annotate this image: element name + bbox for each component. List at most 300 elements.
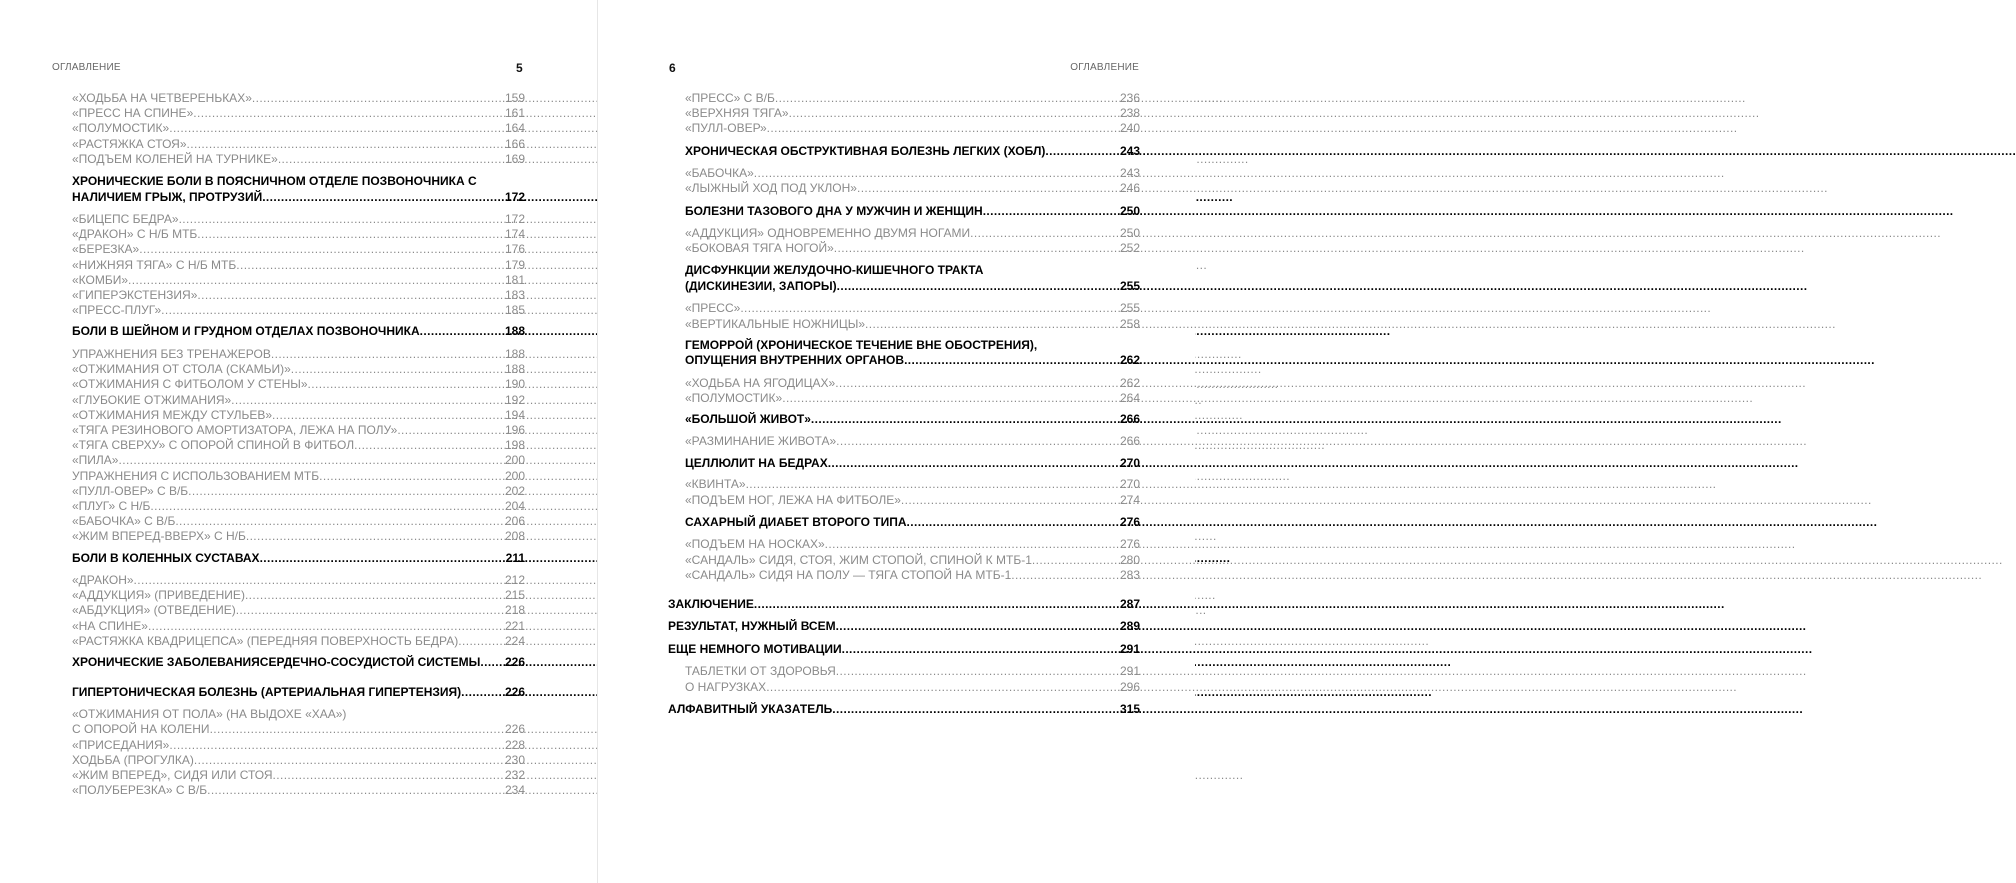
toc-entry-title: АЛФАВИТНЫЙ УКАЗАТЕЛЬ bbox=[668, 701, 833, 716]
toc-dot-leader bbox=[461, 685, 504, 701]
toc-entry-title: «ОТЖИМАНИЯ МЕЖДУ СТУЛЬЕВ» bbox=[72, 407, 273, 422]
toc-section bbox=[668, 537, 1140, 583]
toc-chapter-entry[interactable] bbox=[668, 204, 1140, 220]
toc-entry-page: 211 bbox=[505, 550, 525, 565]
toc-entry-page: 262 bbox=[1119, 353, 1140, 368]
toc-dot-leader bbox=[207, 783, 504, 798]
toc-entry-title: «ПОЛУМОСТИК» bbox=[72, 121, 170, 136]
toc-section bbox=[668, 597, 1140, 613]
toc-entry-title: ЕЩЕ НЕМНОГО МОТИВАЦИИ bbox=[668, 641, 842, 656]
toc-entry-title: «ХОДЬБА НА ЧЕТВЕРЕНЬКАХ» bbox=[72, 91, 252, 105]
toc-entry-title: «ПОЛУМОСТИК» bbox=[685, 391, 783, 406]
toc-subentry[interactable] bbox=[668, 537, 1140, 552]
toc-entry-title: «ПИЛА» bbox=[72, 453, 119, 468]
toc-subentry[interactable] bbox=[72, 722, 525, 737]
toc-entry-page: 296 bbox=[1119, 679, 1140, 694]
toc-dot-leader bbox=[245, 588, 504, 603]
toc-entry-page: 276 bbox=[1119, 537, 1140, 552]
toc-section bbox=[668, 412, 1140, 428]
toc-entry-title: «АБДУКЦИЯ» (ОТВЕДЕНИЕ) bbox=[72, 603, 236, 618]
toc-entry-title: «РАСТЯЖКА КВАДРИЦЕПСА» (ПЕРЕДНЯЯ ПОВЕРХНОСТЬ БЕДРА) bbox=[72, 633, 459, 648]
toc-subentry[interactable] bbox=[72, 242, 525, 257]
toc-dot-leader bbox=[420, 324, 504, 340]
toc-subentry[interactable] bbox=[668, 106, 1140, 121]
toc-entry-title: «БАБОЧКА» С В/Б bbox=[72, 514, 176, 529]
toc-dot-leader bbox=[754, 597, 1119, 613]
toc-entry-page: 202 bbox=[504, 483, 525, 498]
toc-entry-title: «ДРАКОН» bbox=[72, 573, 134, 588]
toc-section bbox=[668, 434, 1140, 449]
toc-subentry[interactable] bbox=[72, 258, 525, 273]
toc-dot-leader bbox=[754, 166, 1119, 181]
toc-list-right bbox=[668, 91, 1140, 717]
toc-chapter-entry[interactable] bbox=[668, 144, 1140, 160]
toc-entry-title: «ПОДЪЕМ НА НОСКАХ» bbox=[685, 537, 825, 552]
toc-entry-title: «ТЯГА СВЕРХУ» С ОПОРОЙ СПИНОЙ В ФИТБОЛ bbox=[72, 438, 355, 453]
toc-chapter-entry[interactable] bbox=[668, 263, 1140, 279]
toc-section bbox=[668, 664, 1140, 694]
toc-subentry[interactable] bbox=[668, 664, 1140, 679]
toc-section bbox=[72, 324, 525, 340]
toc-entry-page: 176 bbox=[504, 242, 525, 257]
toc-entry-title: «РАСТЯЖКА СТОЯ» bbox=[72, 136, 187, 151]
toc-dot-leader bbox=[179, 212, 504, 227]
toc-entry-title: ХРОНИЧЕСКАЯ ОБСТРУКТИВНАЯ БОЛЕЗНЬ ЛЕГКИХ (ХОБЛ) bbox=[685, 143, 1046, 158]
toc-entry-title: «НИЖНЯЯ ТЯГА» С Н/Б МТБ bbox=[72, 257, 237, 272]
toc-subentry[interactable] bbox=[72, 212, 525, 227]
toc-entry-title: ХРОНИЧЕСКИЕ ЗАБОЛЕВАНИЯСЕРДЕЧНО-СОСУДИСТОЙ СИСТЕМЫ bbox=[72, 655, 481, 670]
toc-subentry[interactable] bbox=[668, 391, 1140, 406]
toc-subentry[interactable] bbox=[72, 137, 525, 152]
toc-section bbox=[72, 685, 525, 701]
toc-subentry[interactable] bbox=[668, 680, 1140, 695]
toc-entry-title: «ДРАКОН» С Н/Б МТБ bbox=[72, 227, 198, 242]
toc-dot-leader bbox=[197, 288, 504, 303]
toc-entry-page: 315 bbox=[1119, 701, 1140, 716]
toc-dot-leader bbox=[832, 702, 1119, 718]
toc-entry-title: «КВИНТА» bbox=[685, 477, 746, 492]
toc-entry-page: 226 bbox=[504, 722, 525, 737]
toc-dot-leader bbox=[907, 515, 1119, 531]
toc-dot-leader bbox=[236, 258, 504, 273]
toc-entry-title: ОПУЩЕНИЯ ВНУТРЕННИХ ОРГАНОВ bbox=[685, 353, 905, 368]
toc-subentry[interactable] bbox=[72, 91, 525, 106]
toc-entry-page: 250 bbox=[1119, 226, 1140, 241]
toc-entry-page: 255 bbox=[1119, 301, 1140, 316]
toc-dot-leader bbox=[194, 753, 504, 768]
toc-entry-title: БОЛИ В ШЕЙНОМ И ГРУДНОМ ОТДЕЛАХ ПОЗВОНОЧНИКА bbox=[72, 324, 420, 339]
toc-dot-leader bbox=[118, 453, 503, 468]
toc-entry-title: С ОПОРОЙ НА КОЛЕНИ bbox=[72, 722, 210, 737]
toc-entry-page: 174 bbox=[504, 227, 525, 242]
toc-entry-page: 208 bbox=[504, 529, 525, 544]
toc-subentry[interactable] bbox=[668, 226, 1140, 241]
toc-chapter-entry[interactable] bbox=[668, 353, 1140, 369]
toc-entry-title: «АДДУКЦИЯ» ОДНОВРЕМЕННО ДВУМЯ НОГАМИ bbox=[685, 226, 971, 241]
toc-entry-title: БОЛИ В КОЛЕННЫХ СУСТАВАХ bbox=[72, 550, 260, 565]
toc-chapter-entry[interactable] bbox=[72, 551, 525, 567]
running-head-right: ОГЛАВЛЕНИЕ bbox=[1070, 62, 1139, 73]
toc-entry-title: «РАЗМИНАНИЕ ЖИВОТА» bbox=[685, 433, 837, 448]
toc-section bbox=[72, 347, 525, 545]
page-number-right: 6 bbox=[669, 61, 676, 75]
toc-dot-leader bbox=[291, 362, 504, 377]
toc-entry-page: 172 bbox=[504, 189, 525, 204]
toc-chapter-entry[interactable] bbox=[72, 174, 525, 190]
toc-section bbox=[668, 376, 1140, 406]
toc-dot-leader bbox=[825, 537, 1119, 552]
toc-section bbox=[72, 174, 525, 205]
toc-entry-title: УПРАЖНЕНИЯ БЕЗ ТРЕНАЖЕРОВ bbox=[72, 346, 271, 361]
toc-entry-page: 274 bbox=[1119, 492, 1140, 507]
toc-entry-page: 169 bbox=[504, 151, 525, 166]
toc-entry-title: «ПРЕСС» С В/Б bbox=[685, 91, 775, 105]
toc-chapter-entry[interactable] bbox=[668, 642, 1140, 658]
toc-dot-leader bbox=[835, 376, 1119, 391]
toc-subentry[interactable] bbox=[72, 347, 525, 362]
toc-entry-page: 262 bbox=[1119, 375, 1140, 390]
toc-subentry[interactable] bbox=[668, 241, 1140, 256]
toc-subentry[interactable] bbox=[72, 423, 525, 438]
toc-section bbox=[668, 301, 1140, 331]
toc-entry-page: 196 bbox=[504, 422, 525, 437]
toc-dot-leader bbox=[161, 303, 504, 318]
toc-entry-page: 204 bbox=[504, 498, 525, 513]
toc-chapter-entry[interactable] bbox=[668, 412, 1140, 428]
toc-entry-page: 226 bbox=[504, 684, 525, 699]
toc-dot-leader bbox=[139, 242, 504, 257]
toc-dot-leader bbox=[904, 353, 1119, 369]
toc-subentry[interactable] bbox=[668, 376, 1140, 391]
toc-subentry[interactable] bbox=[72, 738, 525, 753]
toc-dot-leader bbox=[231, 393, 504, 408]
toc-subentry[interactable] bbox=[72, 106, 525, 121]
toc-entry-title: «ВЕРХНЯЯ ТЯГА» bbox=[685, 106, 789, 121]
toc-chapter-entry[interactable] bbox=[72, 685, 525, 701]
toc-dot-leader bbox=[834, 241, 1119, 256]
toc-section bbox=[668, 204, 1140, 220]
toc-dot-leader bbox=[169, 121, 504, 136]
toc-dot-leader bbox=[970, 226, 1119, 241]
toc-entry-page: 192 bbox=[504, 392, 525, 407]
toc-entry-title: «ГИПЕРЭКСТЕНЗИЯ» bbox=[72, 288, 198, 303]
toc-dot-leader bbox=[458, 634, 504, 649]
toc-subentry[interactable] bbox=[668, 166, 1140, 181]
toc-entry-page: 159 bbox=[504, 91, 525, 105]
toc-dot-leader bbox=[811, 412, 1119, 428]
toc-subentry[interactable] bbox=[72, 121, 525, 136]
toc-entry-page: 212 bbox=[504, 573, 525, 588]
toc-entry-page: 255 bbox=[1119, 278, 1140, 293]
toc-entry-title: «ПРЕСС-ПЛУГ» bbox=[72, 303, 162, 318]
toc-entry-title: «ТЯГА РЕЗИНОВОГО АМОРТИЗАТОРА, ЛЕЖА НА ПОЛУ» bbox=[72, 422, 398, 437]
toc-subentry[interactable] bbox=[668, 477, 1140, 492]
toc-entry-page: 228 bbox=[504, 737, 525, 752]
toc-subentry[interactable] bbox=[72, 377, 525, 392]
toc-section bbox=[72, 551, 525, 567]
toc-dot-leader bbox=[775, 91, 1119, 106]
toc-section bbox=[668, 456, 1140, 472]
toc-dot-leader bbox=[271, 347, 504, 362]
toc-chapter-entry[interactable] bbox=[668, 702, 1140, 718]
toc-entry-page: 161 bbox=[504, 106, 525, 121]
toc-entry-title: «ПУЛЛ-ОВЕР» С В/Б bbox=[72, 483, 189, 498]
toc-entry-page: 226 bbox=[504, 655, 525, 670]
toc-entry-title: «ЖИМ ВПЕРЕД-ВВЕРХ» С Н/Б bbox=[72, 529, 246, 544]
toc-entry-title: ХОДЬБА (ПРОГУЛКА) bbox=[72, 752, 194, 767]
toc-entry-page: 264 bbox=[1119, 391, 1140, 406]
toc-dot-leader bbox=[1045, 144, 1119, 160]
toc-entry-title: НАЛИЧИЕМ ГРЫЖ, ПРОТРУЗИЙ bbox=[72, 189, 263, 204]
toc-entry-page: 234 bbox=[504, 783, 525, 798]
toc-dot-leader bbox=[901, 493, 1119, 508]
toc-subentry[interactable] bbox=[72, 393, 525, 408]
toc-subentry[interactable] bbox=[72, 588, 525, 603]
toc-chapter-entry[interactable] bbox=[72, 655, 525, 671]
left-page bbox=[0, 0, 597, 883]
toc-dot-leader bbox=[837, 279, 1119, 295]
toc-dot-leader bbox=[150, 499, 504, 514]
toc-dot-leader bbox=[836, 619, 1119, 635]
toc-subentry[interactable] bbox=[72, 469, 525, 484]
toc-entry-page: 287 bbox=[1119, 596, 1140, 611]
toc-entry-page: 236 bbox=[1119, 91, 1140, 105]
toc-subentry[interactable] bbox=[668, 493, 1140, 508]
toc-subentry[interactable] bbox=[72, 603, 525, 618]
toc-dot-leader bbox=[236, 603, 504, 618]
toc-subentry[interactable] bbox=[72, 619, 525, 634]
toc-subentry[interactable] bbox=[72, 499, 525, 514]
toc-subentry[interactable] bbox=[72, 484, 525, 499]
toc-chapter-entry[interactable] bbox=[668, 597, 1140, 613]
toc-entry-title: «БЕРЕЗКА» bbox=[72, 242, 140, 257]
toc-entry-title: «ПРЕСС» bbox=[685, 301, 741, 316]
toc-chapter-entry[interactable] bbox=[668, 456, 1140, 472]
running-head-left: ОГЛАВЛЕНИЕ bbox=[52, 62, 121, 73]
toc-entry-page: 252 bbox=[1119, 241, 1140, 256]
toc-entry-page: 276 bbox=[1119, 514, 1140, 529]
toc-dot-leader bbox=[272, 408, 504, 423]
toc-entry-page: 172 bbox=[504, 212, 525, 227]
toc-subentry[interactable] bbox=[668, 181, 1140, 196]
toc-entry-page: 283 bbox=[1119, 567, 1140, 582]
toc-dot-leader bbox=[134, 573, 504, 588]
toc-chapter-entry[interactable] bbox=[72, 324, 525, 340]
toc-section bbox=[668, 226, 1140, 256]
toc-entry-title: «САНДАЛЬ» СИДЯ НА ПОЛУ — ТЯГА СТОПОЙ НА МТБ-1 bbox=[685, 567, 1012, 582]
toc-dot-leader bbox=[836, 664, 1119, 679]
toc-entry-page: 181 bbox=[504, 272, 525, 287]
toc-dot-leader bbox=[273, 768, 504, 783]
toc-dot-leader bbox=[193, 106, 504, 121]
toc-subentry[interactable] bbox=[72, 634, 525, 649]
toc-dot-leader bbox=[857, 181, 1119, 196]
toc-entry-title: «АДДУКЦИЯ» (ПРИВЕДЕНИЕ) bbox=[72, 588, 245, 603]
toc-section bbox=[668, 91, 1140, 137]
toc-entry-page: 224 bbox=[504, 633, 525, 648]
toc-dot-leader bbox=[767, 121, 1119, 136]
toc-entry-title: «ЛЫЖНЫЙ ХОД ПОД УКЛОН» bbox=[685, 181, 857, 196]
toc-entry-title: «НА СПИНЕ» bbox=[72, 618, 148, 633]
toc-entry-title: ЗАКЛЮЧЕНИЕ bbox=[668, 596, 754, 611]
toc-entry-title: «БАБОЧКА» bbox=[685, 166, 754, 181]
toc-section bbox=[668, 642, 1140, 658]
toc-entry-title: О НАГРУЗКАХ bbox=[685, 679, 767, 694]
right-page bbox=[598, 0, 1195, 883]
toc-subentry[interactable] bbox=[72, 362, 525, 377]
toc-subentry[interactable] bbox=[72, 303, 525, 318]
toc-entry-page: 240 bbox=[1119, 121, 1140, 136]
toc-entry-page: 246 bbox=[1119, 181, 1140, 196]
toc-subentry[interactable] bbox=[72, 768, 525, 783]
toc-entry-page: 289 bbox=[1119, 619, 1140, 634]
toc-subentry[interactable] bbox=[72, 453, 525, 468]
toc-entry-title: РЕЗУЛЬТАТ, НУЖНЫЙ ВСЕМ bbox=[668, 619, 836, 634]
toc-entry-page: 243 bbox=[1119, 143, 1140, 158]
toc-section bbox=[668, 144, 1140, 160]
toc-dot-leader bbox=[175, 514, 504, 529]
toc-entry-page: 266 bbox=[1119, 433, 1140, 448]
toc-dot-leader bbox=[766, 680, 1119, 695]
toc-subentry[interactable] bbox=[668, 317, 1140, 332]
toc-entry-title: ЦЕЛЛЮЛИТ НА БЕДРАХ bbox=[685, 455, 828, 470]
toc-entry-page: 215 bbox=[504, 588, 525, 603]
toc-dot-leader bbox=[278, 152, 504, 167]
toc-entry-title: «ПОДЪЕМ КОЛЕНЕЙ НА ТУРНИКЕ» bbox=[72, 151, 278, 166]
toc-chapter-entry[interactable] bbox=[668, 279, 1140, 295]
toc-section bbox=[668, 338, 1140, 369]
toc-entry-title: ХРОНИЧЕСКИЕ БОЛИ В ПОЯСНИЧНОМ ОТДЕЛЕ ПОЗВОНОЧНИКА С bbox=[72, 174, 477, 189]
toc-dot-leader bbox=[397, 423, 504, 438]
toc-entry-page: 179 bbox=[504, 257, 525, 272]
toc-subentry[interactable] bbox=[668, 434, 1140, 449]
toc-entry-title: ДИСФУНКЦИИ ЖЕЛУДОЧНО-КИШЕЧНОГО ТРАКТА bbox=[685, 263, 984, 278]
page-number-left: 5 bbox=[516, 61, 523, 75]
toc-dot-leader bbox=[148, 619, 504, 634]
toc-subentry[interactable] bbox=[72, 529, 525, 544]
toc-entry-title: ТАБЛЕТКИ ОТ ЗДОРОВЬЯ bbox=[685, 664, 836, 679]
toc-entry-page: 291 bbox=[1119, 641, 1140, 656]
toc-entry-title: «ОТЖИМАНИЯ ОТ ПОЛА» (НА ВЫДОХЕ «ХАА») bbox=[72, 707, 347, 722]
toc-entry-title: «САНДАЛЬ» СИДЯ, СТОЯ, ЖИМ СТОПОЙ, СПИНОЙ К МТБ-1 bbox=[685, 552, 1032, 567]
toc-entry-title: САХАРНЫЙ ДИАБЕТ ВТОРОГО ТИПА bbox=[685, 514, 907, 529]
toc-subentry[interactable] bbox=[668, 121, 1140, 136]
toc-chapter-entry[interactable] bbox=[72, 190, 525, 206]
toc-dot-leader bbox=[210, 722, 504, 737]
toc-dot-leader bbox=[1011, 568, 1119, 583]
toc-entry-title: «ЖИМ ВПЕРЕД», СИДЯ ИЛИ СТОЯ bbox=[72, 767, 273, 782]
toc-dot-leader bbox=[836, 434, 1119, 449]
toc-subentry[interactable] bbox=[72, 273, 525, 288]
toc-dot-leader bbox=[865, 317, 1119, 332]
toc-dot-leader bbox=[308, 377, 504, 392]
toc-entry-page: 183 bbox=[504, 288, 525, 303]
toc-subentry[interactable] bbox=[72, 783, 525, 798]
toc-subentry[interactable] bbox=[72, 707, 525, 722]
toc-entry-title: ГЕМОРРОЙ (ХРОНИЧЕСКОЕ ТЕЧЕНИЕ ВНЕ ОБОСТРЕНИЯ), bbox=[685, 337, 1038, 352]
toc-dot-leader bbox=[252, 91, 504, 106]
toc-entry-page: 266 bbox=[1119, 412, 1140, 427]
toc-subentry[interactable] bbox=[72, 573, 525, 588]
toc-dot-leader bbox=[128, 273, 504, 288]
toc-subentry[interactable] bbox=[668, 568, 1140, 583]
toc-dot-leader bbox=[1032, 553, 1119, 568]
toc-entry-page: 232 bbox=[504, 767, 525, 782]
toc-subentry[interactable] bbox=[72, 152, 525, 167]
toc-entry-title: «ГЛУБОКИЕ ОТЖИМАНИЯ» bbox=[72, 392, 232, 407]
toc-subentry[interactable] bbox=[72, 227, 525, 242]
toc-section bbox=[72, 655, 525, 671]
toc-subentry[interactable] bbox=[72, 753, 525, 768]
toc-entry-title: «БОЛЬШОЙ ЖИВОТ» bbox=[685, 412, 811, 427]
toc-subentry[interactable] bbox=[668, 553, 1140, 568]
toc-entry-title: УПРАЖНЕНИЯ С ИСПОЛЬЗОВАНИЕМ МТБ bbox=[72, 468, 320, 483]
toc-section bbox=[668, 702, 1140, 718]
toc-entry-page: 280 bbox=[1119, 552, 1140, 567]
toc-entry-page: 243 bbox=[1119, 166, 1140, 181]
toc-section bbox=[668, 619, 1140, 635]
toc-entry-title: «ПУЛЛ-ОВЕР» bbox=[685, 121, 767, 136]
toc-dot-leader bbox=[746, 477, 1119, 492]
toc-entry-page: 270 bbox=[1119, 455, 1140, 470]
toc-dot-leader bbox=[842, 642, 1119, 658]
toc-subentry[interactable] bbox=[668, 301, 1140, 316]
toc-dot-leader bbox=[197, 227, 504, 242]
toc-entry-page: 194 bbox=[504, 407, 525, 422]
toc-list-left bbox=[72, 91, 525, 798]
toc-dot-leader bbox=[828, 456, 1119, 472]
toc-section bbox=[72, 573, 525, 649]
toc-chapter-entry[interactable] bbox=[668, 338, 1140, 354]
toc-entry-title: «БИЦЕПС БЕДРА» bbox=[72, 212, 179, 227]
toc-entry-page: 221 bbox=[504, 618, 525, 633]
toc-subentry[interactable] bbox=[72, 408, 525, 423]
toc-entry-page: 164 bbox=[504, 121, 525, 136]
toc-entry-title: «ПОДЪЕМ НОГ, ЛЕЖА НА ФИТБОЛЕ» bbox=[685, 492, 901, 507]
toc-dot-leader bbox=[169, 738, 504, 753]
toc-section bbox=[72, 212, 525, 318]
toc-dot-leader bbox=[262, 190, 504, 206]
toc-entry-title: БОЛЕЗНИ ТАЗОВОГО ДНА У МУЖЧИН И ЖЕНЩИН bbox=[685, 203, 983, 218]
toc-dot-leader bbox=[789, 106, 1119, 121]
toc-entry-title: «КОМБИ» bbox=[72, 272, 129, 287]
toc-section bbox=[668, 166, 1140, 196]
toc-entry-title: «ПОЛУБЕРЕЗКА» С В/Б bbox=[72, 783, 208, 798]
toc-subentry[interactable] bbox=[72, 438, 525, 453]
toc-chapter-entry[interactable] bbox=[668, 515, 1140, 531]
toc-entry-page: 250 bbox=[1119, 203, 1140, 218]
toc-subentry[interactable] bbox=[668, 91, 1140, 106]
toc-entry-title: «ПРЕСС НА СПИНЕ» bbox=[72, 106, 194, 121]
toc-entry-page: 166 bbox=[504, 136, 525, 151]
toc-subentry[interactable] bbox=[72, 288, 525, 303]
toc-entry-title: «ВЕРТИКАЛЬНЫЕ НОЖНИЦЫ» bbox=[685, 316, 866, 331]
toc-entry-page: 270 bbox=[1119, 477, 1140, 492]
toc-entry-page: 291 bbox=[1119, 664, 1140, 679]
toc-entry-page: 198 bbox=[504, 438, 525, 453]
toc-entry-page: 206 bbox=[504, 514, 525, 529]
toc-entry-page: 200 bbox=[504, 468, 525, 483]
toc-subentry[interactable] bbox=[72, 514, 525, 529]
toc-chapter-entry[interactable] bbox=[668, 619, 1140, 635]
toc-dot-leader bbox=[480, 655, 504, 671]
toc-entry-title: «ОТЖИМАНИЯ ОТ СТОЛА (СКАМЬИ)» bbox=[72, 362, 291, 377]
toc-dot-leader bbox=[319, 469, 504, 484]
toc-section bbox=[668, 263, 1140, 294]
toc-dot-leader bbox=[354, 438, 504, 453]
toc-entry-page: 238 bbox=[1119, 106, 1140, 121]
toc-entry-title: «БОКОВАЯ ТЯГА НОГОЙ» bbox=[685, 241, 834, 256]
